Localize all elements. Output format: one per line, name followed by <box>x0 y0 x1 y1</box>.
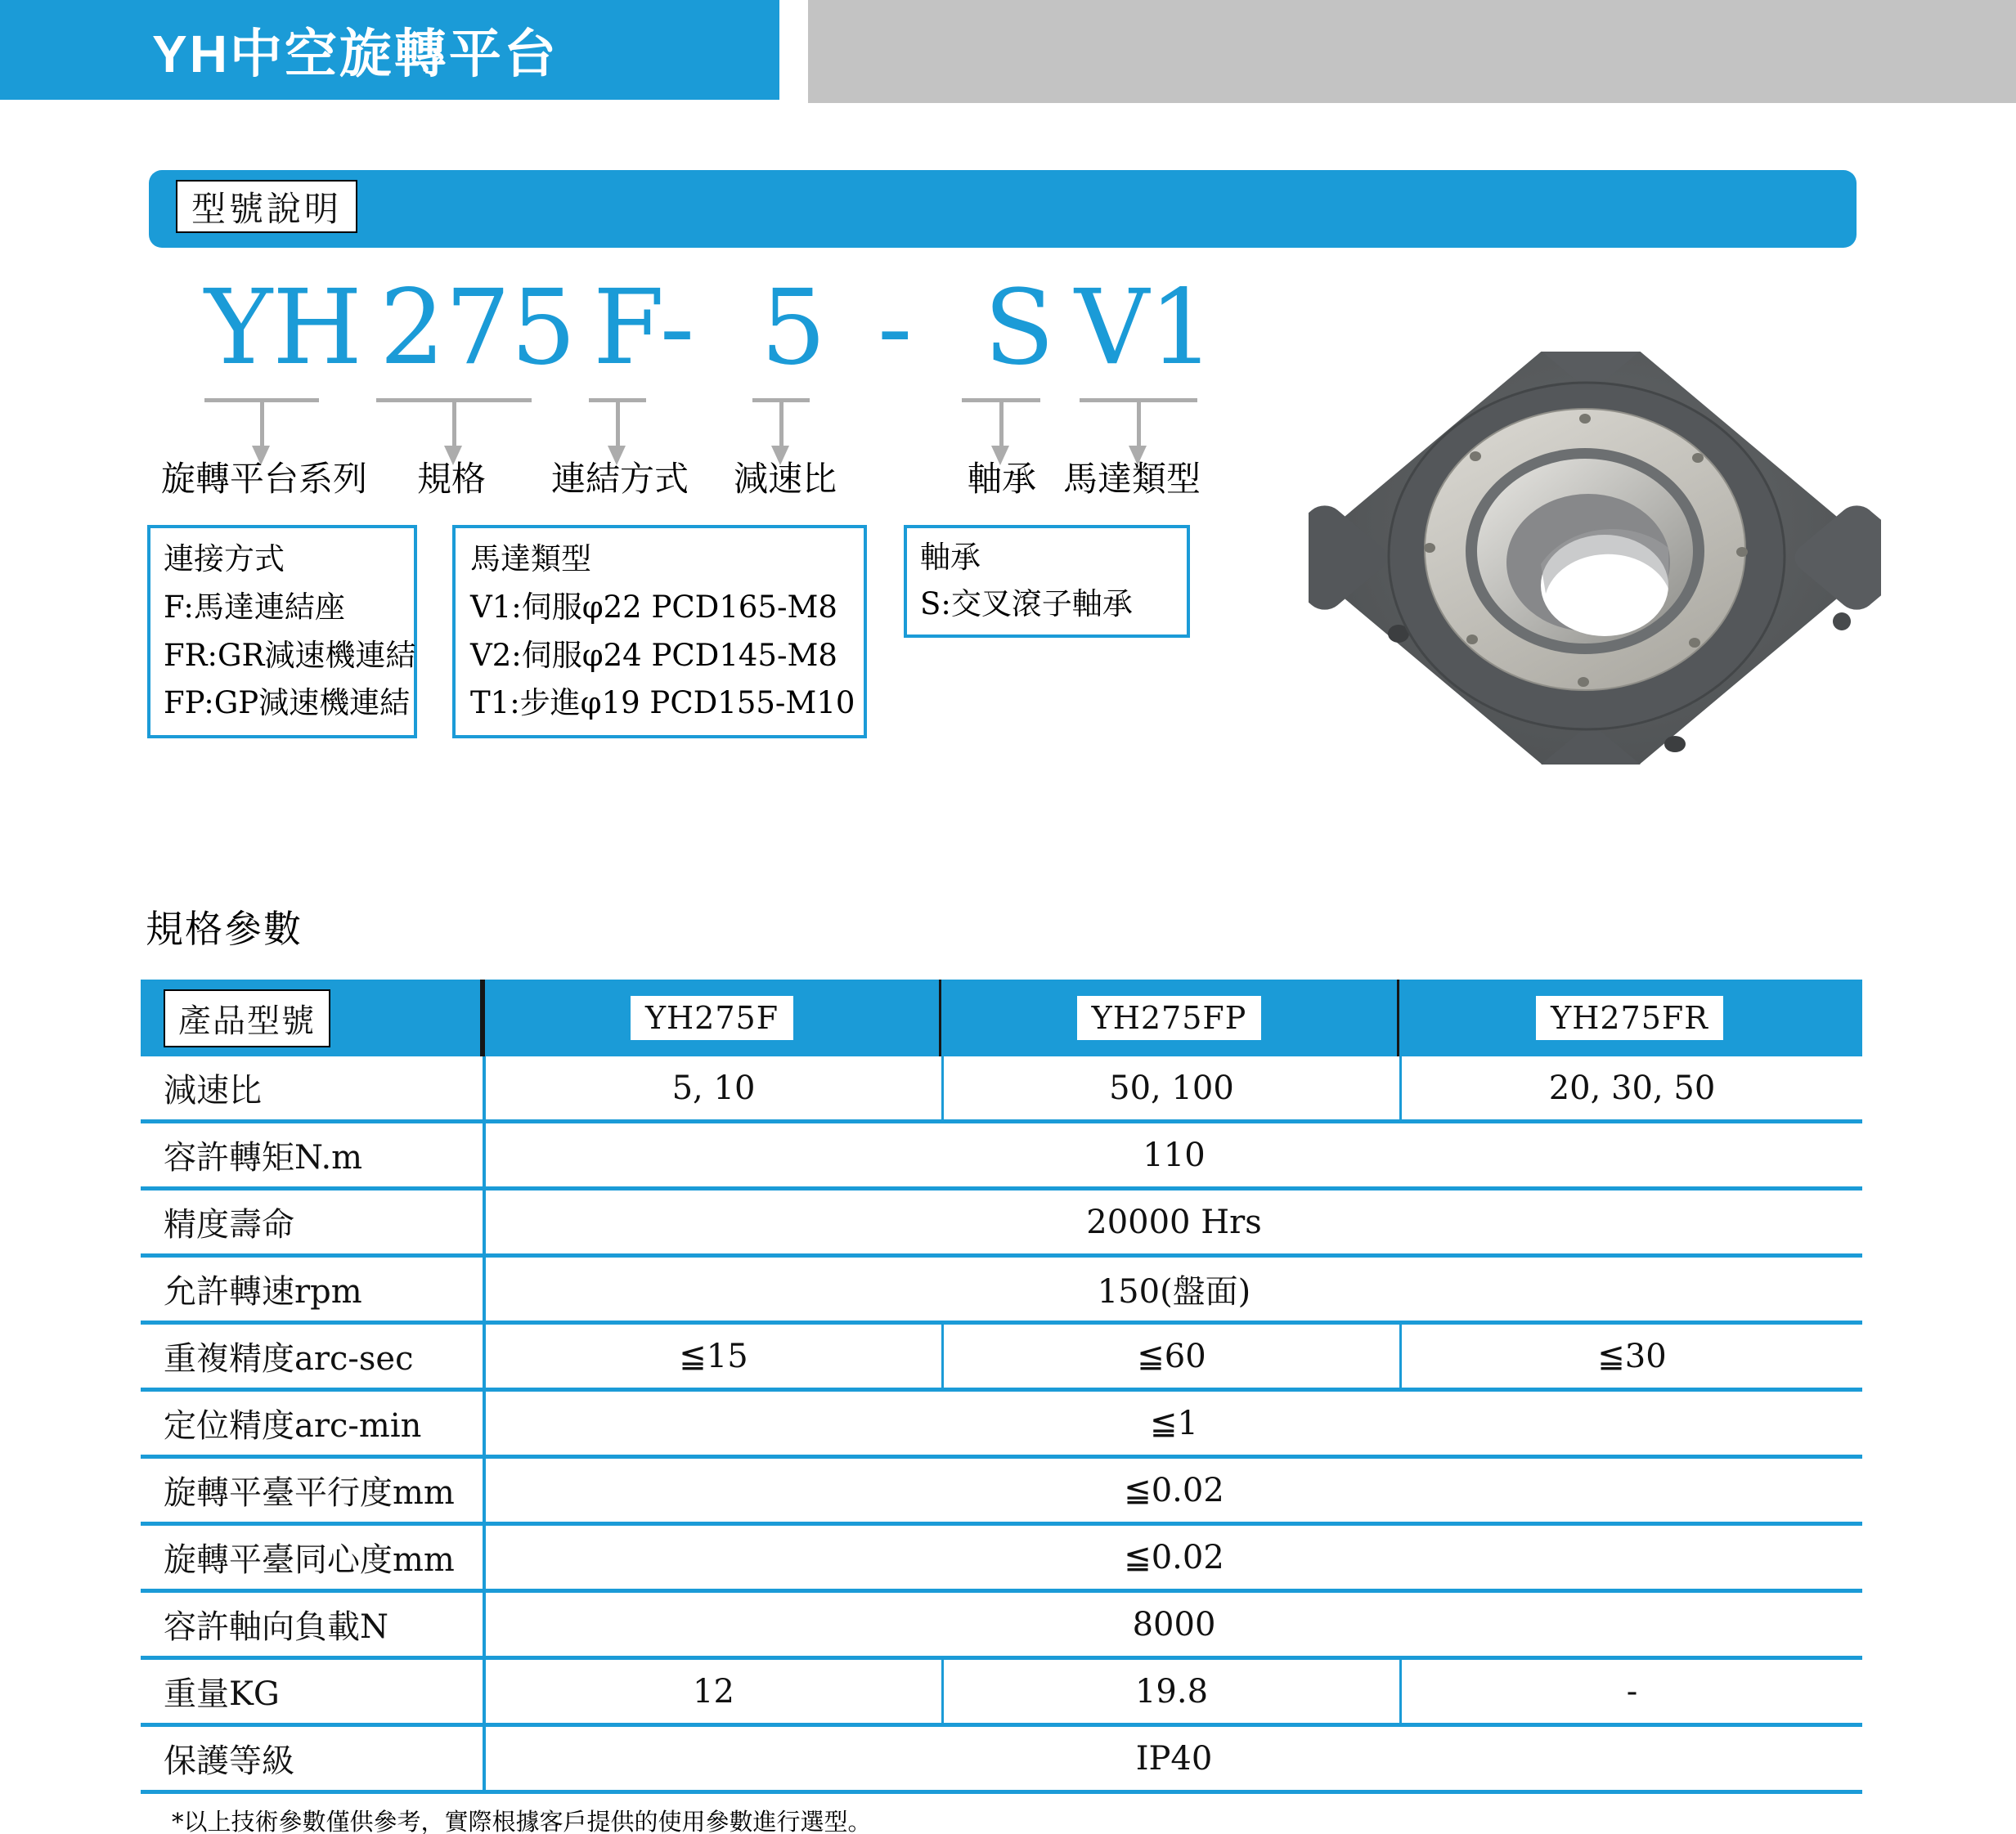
spec-header-cell <box>1397 980 1860 1056</box>
spec-value-cell: ≦30 <box>1399 1325 1862 1388</box>
info-box-line: FR:GR減速機連結 <box>164 637 416 673</box>
table-row <box>141 1392 1862 1459</box>
spec-row-label: 旋轉平臺同心度mm <box>141 1526 486 1589</box>
spec-value-cell-merged: ≦0.02 <box>1124 1538 1224 1576</box>
spec-section-title: 規格參數 <box>146 907 303 951</box>
product-model-label: 產品型號 <box>164 989 330 1047</box>
table-row <box>141 1660 1862 1727</box>
page-title: YH中空旋轉平台 <box>152 25 559 83</box>
model-section-label: 型號說明 <box>176 180 357 233</box>
spec-value-cell-merged: IP40 <box>1135 1739 1213 1778</box>
spec-footnote: *以上技術參數僅供參考，實際根據客戶提供的使用參數進行選型。 <box>172 1808 872 1834</box>
spec-row-label: 容許軸向負載N <box>141 1593 486 1656</box>
spec-value-cell: ≦15 <box>679 1337 748 1375</box>
column-model-yh275f: YH275F <box>631 996 793 1040</box>
spec-value-cell-merged: 20000 Hrs <box>1086 1203 1262 1241</box>
spec-value-cell-merged: 8000 <box>1132 1605 1216 1643</box>
model-segment-label: 連結方式 <box>550 459 689 499</box>
spec-row-label: 減速比 <box>141 1056 486 1119</box>
spec-row-label: 旋轉平臺平行度mm <box>141 1459 486 1522</box>
info-box-line: 連接方式 <box>164 541 285 577</box>
spec-header-cell <box>483 980 939 1056</box>
spec-table-header <box>141 980 1862 1056</box>
model-segment-label: 減速比 <box>733 459 837 499</box>
table-row <box>141 1056 1862 1123</box>
model-segment: S <box>984 267 1055 388</box>
model-section-bar <box>149 170 1857 248</box>
table-row <box>141 1123 1862 1191</box>
product-render-svg <box>1309 352 1881 765</box>
spec-value-cell-merged: ≦1 <box>1150 1404 1198 1442</box>
spec-value-cell: 12 <box>693 1672 734 1711</box>
table-row <box>141 1593 1862 1660</box>
spec-row-label: 重量KG <box>141 1660 486 1723</box>
model-segment-label: 軸承 <box>967 459 1037 499</box>
info-box-line: 馬達類型 <box>470 541 591 577</box>
info-box-line: V2:伺服φ24 PCD145-M8 <box>470 637 837 673</box>
table-row <box>141 1325 1862 1392</box>
spec-header-cell <box>939 980 1397 1056</box>
info-box-line: V1:伺服φ22 PCD165-M8 <box>470 589 837 625</box>
model-segment: YH <box>204 267 363 388</box>
spec-value-cell-merged: ≦0.02 <box>1124 1471 1224 1509</box>
spec-row-label: 允許轉速rpm <box>141 1258 486 1321</box>
spec-row-label: 定位精度arc-min <box>141 1392 486 1455</box>
page-header-bar <box>0 0 779 100</box>
spec-header-cell-label <box>141 980 483 1056</box>
spec-value-cell-merged: 110 <box>1143 1136 1206 1174</box>
spec-value-cell: 5, 10 <box>671 1069 756 1107</box>
table-row <box>141 1526 1862 1593</box>
connection-type-box <box>147 525 417 738</box>
motor-type-box <box>452 525 867 738</box>
info-box-line: 軸承 <box>920 540 981 576</box>
spec-value-cell: 19.8 <box>941 1660 1399 1723</box>
spec-table-body <box>141 1056 1862 1794</box>
bearing-box <box>904 525 1190 638</box>
info-box-line: F:馬達連結座 <box>164 589 345 625</box>
table-row <box>141 1727 1862 1794</box>
column-model-yh275fp: YH275FP <box>1077 996 1262 1040</box>
model-segment-label: 馬達類型 <box>1062 459 1201 499</box>
info-box-line: S:交叉滾子軸承 <box>920 586 1133 622</box>
spec-value-cell-merged: 150(盤面) <box>1097 1273 1251 1311</box>
spec-table <box>141 980 1862 1794</box>
info-box-line: T1:步進φ19 PCD155-M10 <box>470 685 855 721</box>
spec-row-label: 保護等級 <box>141 1727 486 1790</box>
table-row <box>141 1191 1862 1258</box>
spec-value-cell: 50, 100 <box>941 1056 1399 1119</box>
model-segment-label: 旋轉平台系列 <box>160 459 368 499</box>
model-segment: V1 <box>1075 267 1215 388</box>
table-row <box>141 1258 1862 1325</box>
spec-row-label: 精度壽命 <box>141 1191 486 1253</box>
spec-value-cell: 20, 30, 50 <box>1399 1056 1862 1119</box>
header-gray-block <box>808 0 2016 103</box>
column-model-yh275fr: YH275FR <box>1536 996 1723 1040</box>
model-segment: 275 <box>379 267 577 388</box>
model-segment: 5 <box>761 267 827 388</box>
spec-value-cell: ≦60 <box>941 1325 1399 1388</box>
model-segment: F- <box>593 267 695 388</box>
info-box-line: FP:GP減速機連結 <box>164 685 411 721</box>
model-segment-label: 規格 <box>416 459 487 499</box>
table-row <box>141 1459 1862 1526</box>
model-segment: - <box>878 267 913 388</box>
product-image <box>1309 352 1881 765</box>
spec-row-label: 重複精度arc-sec <box>141 1325 486 1388</box>
spec-row-label: 容許轉矩N.m <box>141 1123 486 1186</box>
spec-value-cell: - <box>1399 1660 1862 1723</box>
